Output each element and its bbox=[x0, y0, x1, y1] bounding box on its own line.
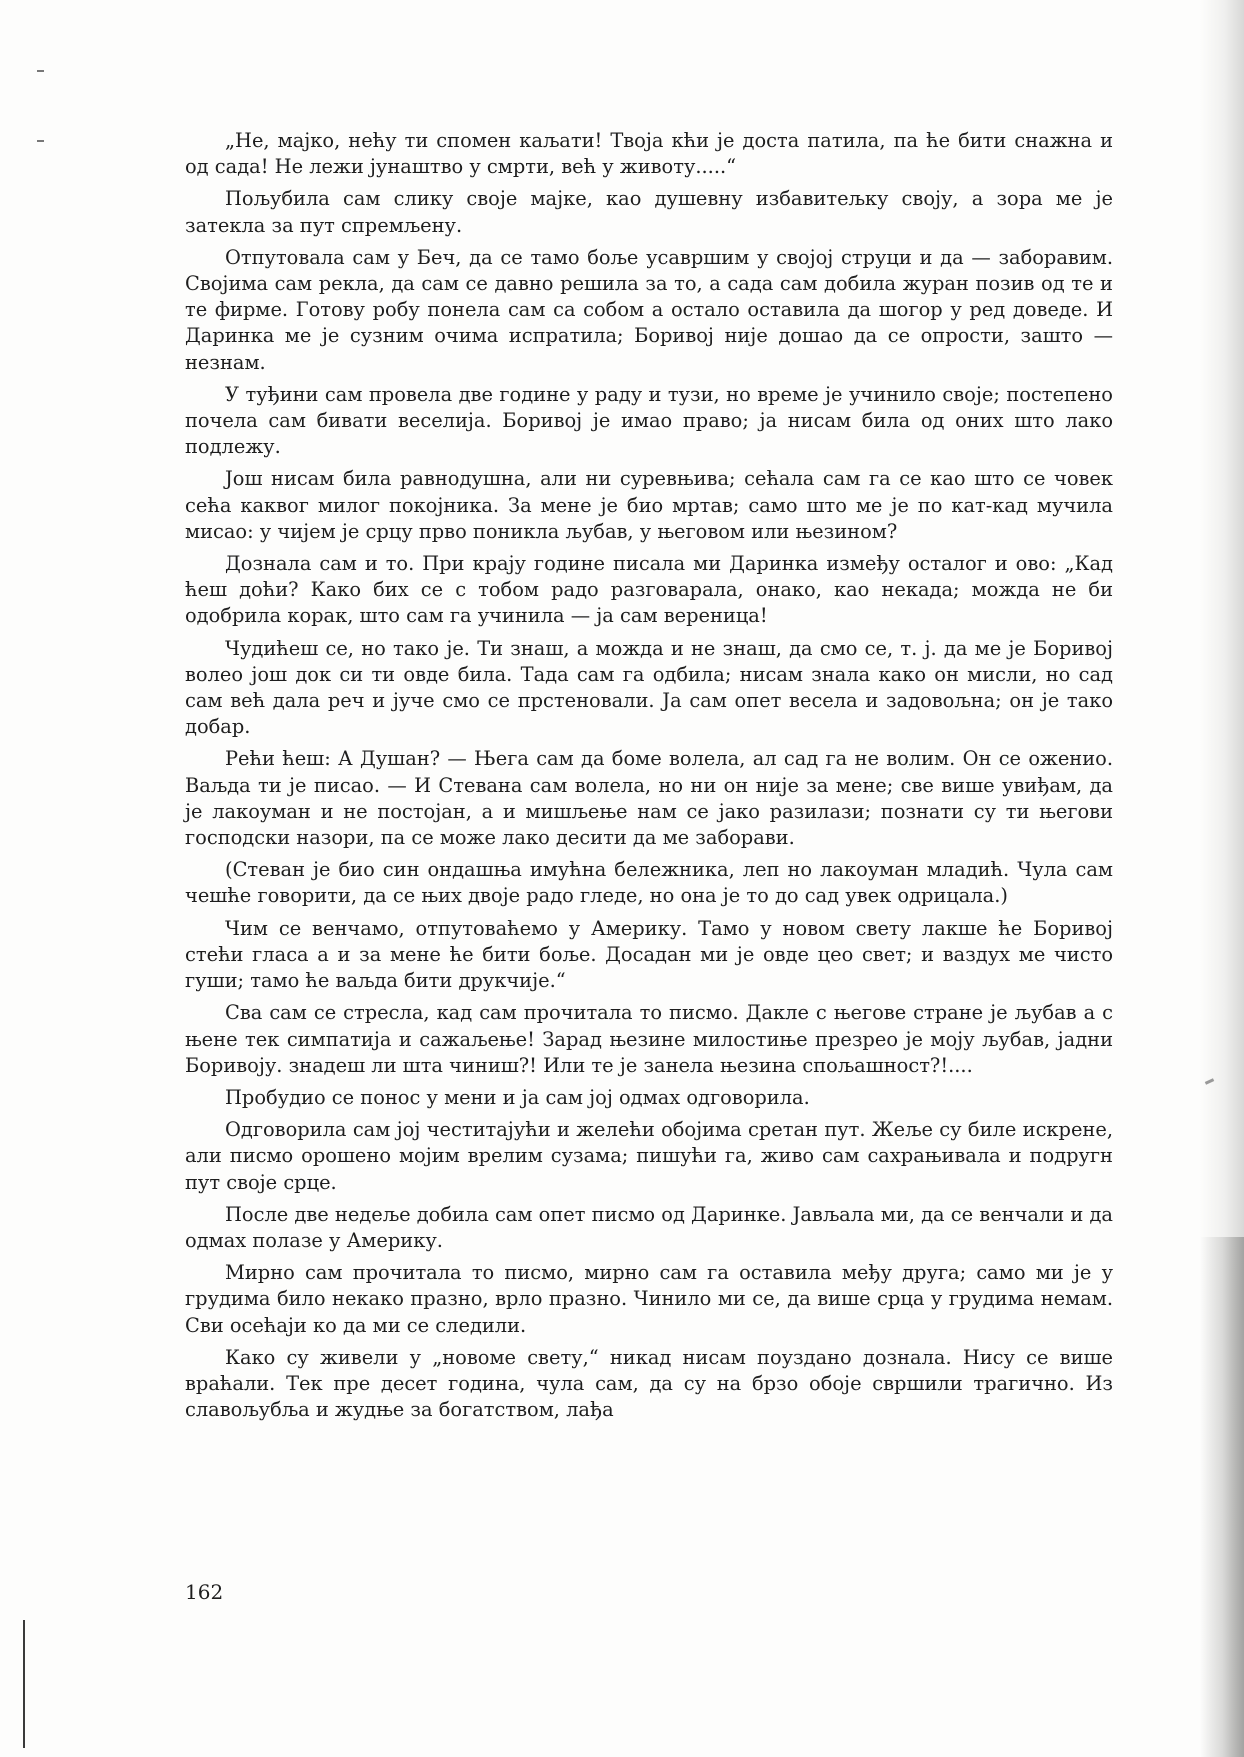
paragraph: Дознала сам и то. При крају године писала ми Даринка између осталог и ово: „Кад ћеш доћи? Како бих се с тобом радо разговарала, онако, као некада; можда не би одобрила корак, што сам га учинила — ја сам вереница! bbox=[185, 552, 1113, 628]
scan-speck bbox=[37, 140, 44, 142]
paragraph: Отпутовала сам у Беч, да се тамо боље усавршим у својој струци и да — заборавим. Својима сам рекла, да сам се давно решила за то, а сада сам добила журан позив од те и те фирме. Готову робу понела сам са собом а остало оставила да шогор у ред доведе. И Даринка ме је сузним очима испратила; Боривој није дошао да се опрости, зашто — незнам. bbox=[185, 245, 1113, 374]
binding-shadow-bottom bbox=[1200, 1237, 1244, 1757]
scan-speck bbox=[37, 70, 44, 72]
paragraph: После две недеље добила сам опет писмо од Даринке. Јављала ми, да се венчали и да одмах полазе у Америку. bbox=[185, 1202, 1113, 1252]
paragraph: Чим се венчамо, отпутоваћемо у Америку. Тамо у новом свету лакше ће Боривој стећи гласа а и за мене ће бити боље. Досадан ми је овде цео свет; и ваздух ме чисто гуши; тамо ће ваљда бити друкчије.“ bbox=[185, 916, 1113, 993]
page-number: 162 bbox=[185, 1580, 224, 1604]
paragraph: Сва сам се стресла, кад сам прочитала то писмо. Дакле с његове стране је љубав а с њене тек симпатија и сажаљење! Зарад њезине милостиње презрео је моју љубав, јадни Боривоју. знадеш ли шта чиниш?! Или те је занела њезина спољашност?!.... bbox=[185, 1001, 1113, 1077]
paragraph: У туђини сам провела две године у раду и тузи, но време је учинило своје; постепено почела сам бивати веселија. Боривој је имао право; ја нисам била од оних што лако подлежу. bbox=[185, 382, 1113, 459]
paragraph: Чудићеш се, но тако је. Ти знаш, а можда и не знаш, да смо се, т. ј. да ме је Боривој волео још док си ти овде била. Тада сам га одбила; нисам знала како он мисли, но сад сам већ дала реч и јуче смо се прстеновали. Ја сам опет весела и задовољна; он је тако добар. bbox=[185, 636, 1113, 739]
paragraph: Рећи ћеш: А Душан? — Њега сам да боме волела, ал сад га не волим. Он се оженио. Ваљда ти је писао. — И Стевана сам волела, но ни он није за мене; све више увиђам, да је лакоуман и не постојан, а и мишљење нам се јако разилази; познати су ти његови господски назори, па се може лако десити да ме заборави. bbox=[185, 747, 1113, 850]
paragraph: Пробудио се понос у мени и ја сам јој одмах одговорила. bbox=[225, 1085, 810, 1109]
paragraph: Мирно сам прочитала то писмо, мирно сам га оставила међу друга; само ми је у грудима било некако празно, врло празно. Чинило ми се, да више срца у грудима немам. Сви осећаји ко да ми се следили. bbox=[185, 1261, 1113, 1337]
paragraph: „Не, мајко, нећу ти спомен каљати! Твоја кћи је доста патила, па ће бити снажна и од сада! Не лежи јунаштво у смрти, већ у животу.....“ bbox=[185, 129, 1113, 179]
body-text bbox=[185, 128, 1113, 1429]
paragraph: Одговорила сам јој честитајући и желећи обојима сретан пут. Жеље су биле искрене, али писмо орошено мојим врелим сузама; пишући га, живо сам сахрањивала и подругн пут своје срце. bbox=[185, 1118, 1113, 1194]
paragraph: Како су живели у „новоме свету,“ никад нисам поуздано дознала. Нису се више враћали. Тек пре десет година, чула сам, да су на брзо обоје свршили трагично. Из славољубља и жудње за богатством, лађа bbox=[185, 1345, 1113, 1422]
paragraph: (Стеван је био син ондашња имућна бележника, леп но лакоуман младић. Чула сам чешће говорити, да се њих двоје радо гледе, но она је то до сад увек одрицала.) bbox=[185, 858, 1113, 908]
paragraph: Још нисам била равнодушна, али ни суревњива; сећала сам га се као што се човек сећа каквог милог покојника. За мене је био мртав; само што ме је по кат-кад мучила мисао: у чијем је срцу прво поникла љубав, у његовом или њезином? bbox=[185, 467, 1113, 543]
scan-edge-line bbox=[23, 1620, 25, 1748]
paragraph: Пољубила сам слику своје мајке, као душевну избавитељку своју, а зора ме је затекла за пут спремљену. bbox=[185, 187, 1113, 237]
